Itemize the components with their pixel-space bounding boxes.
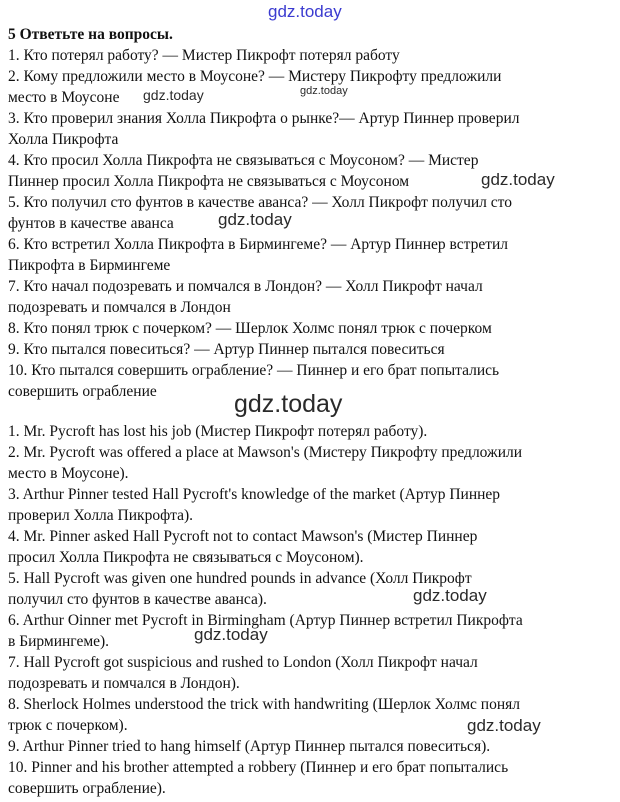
answer-line: просил Холла Пикрофта не связываться с Моусоном). [8, 549, 364, 566]
answer-line: 8. Sherlock Holmes understood the trick with handwriting (Шерлок Холмс понял [8, 696, 520, 713]
watermark: gdz.today [413, 586, 487, 605]
qa-line: Холла Пикрофта [8, 131, 119, 148]
exercise-heading: 5 Ответьте на вопросы. [8, 26, 173, 43]
answer-line: в Бирмингеме). [8, 633, 110, 650]
answer-line: 10. Pinner and his brother attempted a robbery (Пиннер и его брат попытались [8, 759, 509, 776]
qa-line: 2. Кому предложили место в Моусоне? — Мистеру Пикрофту предложили [8, 68, 502, 85]
qa-line: 4. Кто просил Холла Пикрофта не связываться с Моусоном? — Мистер [8, 152, 479, 169]
qa-line: 1. Кто потерял работу? — Мистер Пикрофт потерял работу [8, 47, 400, 64]
watermark: gdz.today [218, 210, 292, 229]
answer-line: 3. Arthur Pinner tested Hall Pycroft's knowledge of the market (Артур Пиннер [8, 486, 501, 503]
answer-line: 6. Arthur Oinner met Pycroft in Birmingham (Артур Пиннер встретил Пикрофта [8, 612, 523, 629]
qa-line: 7. Кто начал подозревать и помчался в Лондон? — Холл Пикрофт начал [8, 278, 483, 295]
qa-line: фунтов в качестве аванса [8, 215, 174, 232]
answer-line: 7. Hall Pycroft got suspicious and rushed to London (Холл Пикрофт начал [8, 654, 478, 671]
answer-line: совершить ограбление). [8, 780, 166, 797]
answer-line: 5. Hall Pycroft was given one hundred pounds in advance (Холл Пикрофт [8, 570, 472, 587]
answer-line: получил сто фунтов в качестве аванса). [8, 591, 267, 608]
qa-line: 10. Кто пытался совершить ограбление? — Пиннер и его брат попытались [8, 362, 500, 379]
qa-line: 3. Кто проверил знания Холла Пикрофта о рынке?— Артур Пиннер проверил [8, 110, 520, 127]
qa-line: 5. Кто получил сто фунтов в качестве аванса? — Холл Пикрофт получил сто [8, 194, 512, 211]
answer-line: 4. Mr. Pinner asked Hall Pycroft not to contact Mawson's (Мистер Пиннер [8, 528, 478, 545]
watermark: gdz.today [467, 716, 541, 735]
answer-line: 2. Mr. Pycroft was offered a place at Mawson's (Мистеру Пикрофту предложили [8, 444, 523, 461]
watermark: gdz.today [143, 87, 204, 103]
qa-line: 6. Кто встретил Холла Пикрофта в Бирмингеме? — Артур Пиннер встретил [8, 236, 509, 253]
english-answers-list [8, 421, 614, 799]
qa-line: место в Моусоне [8, 89, 120, 106]
watermark: gdz.today [194, 625, 268, 644]
watermark: gdz.today [481, 170, 555, 189]
qa-line: 9. Кто пытался повеситься? — Артур Пиннер пытался повеситься [8, 341, 445, 358]
qa-line: подозревать и помчался в Лондон [8, 299, 231, 316]
watermark-large: gdz.today [234, 390, 343, 418]
answer-line: 1. Mr. Pycroft has lost his job (Мистер Пикрофт потерял работу). [8, 423, 428, 440]
qa-line: Пиннер просил Холла Пикрофта не связываться с Моусоном [8, 173, 410, 190]
watermark: gdz.today [300, 85, 348, 97]
answer-line: 9. Arthur Pinner tried to hang himself (Артур Пиннер пытался повеситься). [8, 738, 491, 755]
answer-line: место в Моусоне). [8, 465, 129, 482]
answer-line: проверил Холла Пикрофта). [8, 507, 193, 524]
answer-line: трюк с почерком). [8, 717, 128, 734]
watermark-top: gdz.today [268, 2, 342, 21]
qa-line: 8. Кто понял трюк с почерком? — Шерлок Холмс понял трюк с почерком [8, 320, 492, 337]
qa-line: совершить ограбление [8, 383, 157, 400]
russian-qa-list [8, 45, 608, 402]
qa-line: Пикрофта в Бирмингеме [8, 257, 171, 274]
answer-line: подозревать и помчался в Лондон). [8, 675, 240, 692]
